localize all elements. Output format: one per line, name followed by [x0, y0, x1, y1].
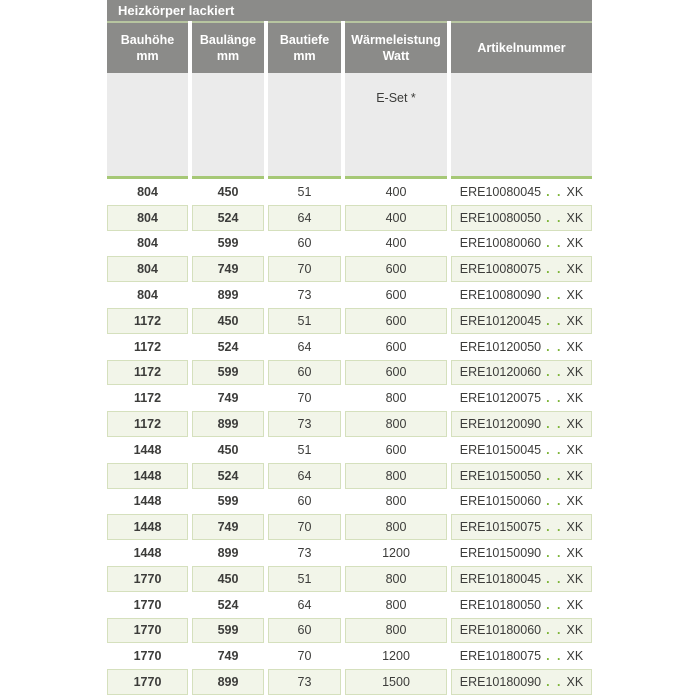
cell-artikelnummer: [451, 437, 592, 463]
artikel-code: ERE10080060: [459, 236, 542, 251]
artikel-suffix: XK: [566, 494, 584, 509]
artikel-placeholder-dots: . .: [546, 313, 563, 328]
cell-baulaenge: 749: [192, 256, 264, 282]
artikel-suffix: XK: [566, 546, 584, 561]
cell-bautiefe: 64: [297, 597, 312, 612]
table-body: [107, 179, 592, 695]
artikel-suffix: XK: [566, 313, 584, 328]
artikel-code: ERE10150075: [459, 520, 542, 535]
cell-bauhoehe: 1770: [133, 649, 162, 664]
cell-waermeleistung: 800: [345, 566, 447, 592]
artikel-suffix: XK: [566, 339, 584, 354]
cell-bauhoehe: 1770: [107, 566, 188, 592]
table-row: [107, 385, 592, 411]
cell-baulaenge: 899: [192, 669, 264, 695]
table-row: [107, 334, 592, 360]
table-row: [107, 411, 592, 437]
cell-artikelnummer: [451, 592, 592, 618]
artikel-placeholder-dots: . .: [546, 184, 563, 199]
table-row: [107, 540, 592, 566]
cell-baulaenge: 599: [192, 360, 264, 386]
cell-baulaenge: 749: [192, 514, 264, 540]
cell-artikelnummer: [451, 489, 592, 515]
cell-waermeleistung: 800: [385, 494, 407, 509]
artikel-code: ERE10180060: [459, 623, 542, 638]
cell-artikelnummer: [451, 308, 592, 334]
artikel-placeholder-dots: . .: [546, 546, 563, 561]
cell-baulaenge: 749: [217, 649, 239, 664]
cell-waermeleistung: 800: [345, 463, 447, 489]
col-header-unit: mm: [216, 49, 240, 63]
cell-waermeleistung: 800: [345, 411, 447, 437]
cell-artikelnummer: [451, 179, 592, 205]
cell-bauhoehe: 1448: [133, 494, 162, 509]
cell-bauhoehe: 1770: [107, 618, 188, 644]
col-header-artikelnummer: [451, 21, 592, 73]
col-header-baulaenge: [192, 21, 264, 73]
cell-artikelnummer: [451, 282, 592, 308]
cell-baulaenge: 524: [217, 597, 239, 612]
artikel-placeholder-dots: . .: [546, 339, 563, 354]
cell-waermeleistung: 600: [345, 308, 447, 334]
cell-baulaenge: 599: [192, 618, 264, 644]
artikel-suffix: XK: [566, 597, 584, 612]
table-header-row: [107, 21, 592, 73]
cell-bauhoehe: 1448: [133, 546, 162, 561]
artikel-suffix: XK: [566, 210, 584, 225]
subheader-cell-bautiefe: [268, 73, 341, 179]
cell-baulaenge: 599: [217, 236, 239, 251]
col-header-label: Artikelnummer: [477, 40, 566, 55]
col-header-label: Baulänge: [199, 32, 257, 47]
artikel-code: ERE10080045: [459, 184, 542, 199]
col-header-waermeleistung: [345, 21, 447, 73]
cell-bautiefe: 60: [297, 236, 312, 251]
cell-artikelnummer: [451, 643, 592, 669]
artikel-code: ERE10080090: [459, 288, 542, 303]
cell-baulaenge: 899: [192, 411, 264, 437]
artikel-suffix: XK: [566, 262, 584, 277]
cell-bauhoehe: 1172: [133, 391, 162, 406]
artikel-placeholder-dots: . .: [546, 649, 563, 664]
artikel-placeholder-dots: . .: [546, 597, 563, 612]
artikel-suffix: XK: [566, 288, 584, 303]
cell-bautiefe: 64: [268, 205, 341, 231]
cell-baulaenge: 899: [217, 288, 239, 303]
table-row: [107, 179, 592, 205]
artikel-code: ERE10150090: [459, 546, 542, 561]
artikel-placeholder-dots: . .: [546, 417, 563, 432]
table-row: [107, 514, 592, 540]
cell-bauhoehe: 1770: [133, 597, 162, 612]
cell-artikelnummer: [451, 566, 592, 592]
cell-bautiefe: 70: [297, 391, 312, 406]
cell-bautiefe: 60: [297, 494, 312, 509]
cell-waermeleistung: 400: [345, 205, 447, 231]
artikel-placeholder-dots: . .: [546, 210, 563, 225]
artikel-suffix: XK: [566, 442, 584, 457]
table-row: [107, 592, 592, 618]
artikel-suffix: XK: [566, 675, 584, 690]
artikel-code: ERE10150050: [459, 468, 542, 483]
cell-waermeleistung: 800: [385, 391, 407, 406]
cell-baulaenge: 524: [192, 463, 264, 489]
col-header-bauhoehe: [107, 21, 188, 73]
cell-artikelnummer: [451, 411, 592, 437]
cell-bauhoehe: 1448: [133, 442, 162, 457]
cell-bauhoehe: 1770: [107, 669, 188, 695]
artikel-code: ERE10180045: [459, 571, 542, 586]
subheader-cell-bauhoehe: [107, 73, 188, 179]
cell-bauhoehe: 804: [107, 256, 188, 282]
table-row: [107, 256, 592, 282]
artikel-suffix: XK: [566, 649, 584, 664]
cell-waermeleistung: 400: [385, 184, 407, 199]
cell-bautiefe: 64: [297, 339, 312, 354]
table-row: [107, 205, 592, 231]
cell-waermeleistung: 600: [385, 339, 407, 354]
artikel-suffix: XK: [566, 468, 584, 483]
col-header-unit: mm: [293, 49, 316, 63]
cell-bauhoehe: 1448: [107, 514, 188, 540]
cell-bautiefe: 60: [268, 618, 341, 644]
cell-artikelnummer: [451, 463, 592, 489]
eset-label: E-Set *: [376, 91, 416, 105]
cell-bauhoehe: 804: [137, 288, 158, 303]
artikel-placeholder-dots: . .: [546, 623, 563, 638]
cell-bautiefe: 73: [297, 288, 312, 303]
cell-bautiefe: 51: [297, 184, 312, 199]
artikel-code: ERE10180050: [459, 597, 542, 612]
col-header-unit: mm: [136, 49, 159, 63]
cell-waermeleistung: 1200: [382, 649, 410, 664]
artikel-code: ERE10120060: [459, 365, 542, 380]
cell-waermeleistung: 800: [385, 597, 407, 612]
artikel-suffix: XK: [566, 391, 584, 406]
artikel-placeholder-dots: . .: [546, 675, 563, 690]
cell-baulaenge: 450: [217, 442, 239, 457]
subheader-cell-artikelnummer: [451, 73, 592, 179]
cell-bauhoehe: 1448: [107, 463, 188, 489]
artikel-placeholder-dots: . .: [546, 236, 563, 251]
artikel-suffix: XK: [566, 365, 584, 380]
artikel-code: ERE10150060: [459, 494, 542, 509]
artikel-suffix: XK: [566, 571, 584, 586]
cell-baulaenge: 599: [217, 494, 239, 509]
cell-baulaenge: 524: [217, 339, 239, 354]
cell-waermeleistung: 600: [345, 256, 447, 282]
table-row: [107, 282, 592, 308]
cell-artikelnummer: [451, 205, 592, 231]
cell-baulaenge: 749: [217, 391, 239, 406]
table-row: [107, 566, 592, 592]
table-row: [107, 231, 592, 257]
cell-bauhoehe: 804: [107, 205, 188, 231]
table-row: [107, 643, 592, 669]
cell-bautiefe: 51: [297, 442, 312, 457]
cell-artikelnummer: [451, 231, 592, 257]
artikel-placeholder-dots: . .: [546, 571, 563, 586]
artikel-placeholder-dots: . .: [546, 442, 563, 457]
cell-artikelnummer: [451, 385, 592, 411]
artikel-placeholder-dots: . .: [546, 365, 563, 380]
cell-waermeleistung: 400: [385, 236, 407, 251]
cell-baulaenge: 524: [192, 205, 264, 231]
table-title: Heizkörper lackiert: [107, 0, 592, 21]
col-header-label: Bautiefe: [279, 32, 330, 47]
cell-bauhoehe: 804: [137, 184, 158, 199]
artikel-code: ERE10150045: [459, 442, 542, 457]
cell-artikelnummer: [451, 360, 592, 386]
artikel-placeholder-dots: . .: [546, 262, 563, 277]
table-row: [107, 669, 592, 695]
cell-waermeleistung: 600: [385, 442, 407, 457]
cell-waermeleistung: 600: [385, 288, 407, 303]
cell-bauhoehe: 1172: [107, 308, 188, 334]
cell-baulaenge: 899: [217, 546, 239, 561]
artikel-code: ERE10120090: [459, 417, 542, 432]
artikel-suffix: XK: [566, 520, 584, 535]
cell-bauhoehe: 804: [137, 236, 158, 251]
cell-artikelnummer: [451, 334, 592, 360]
cell-waermeleistung: 600: [345, 360, 447, 386]
cell-waermeleistung: 800: [345, 618, 447, 644]
table-row: [107, 618, 592, 644]
artikel-placeholder-dots: . .: [546, 288, 563, 303]
cell-artikelnummer: [451, 618, 592, 644]
cell-waermeleistung: 800: [345, 514, 447, 540]
subheader-cell-eset: [345, 73, 447, 179]
cell-bauhoehe: 1172: [107, 411, 188, 437]
cell-artikelnummer: [451, 514, 592, 540]
cell-waermeleistung: 1500: [345, 669, 447, 695]
cell-bauhoehe: 1172: [107, 360, 188, 386]
cell-bautiefe: 70: [297, 649, 312, 664]
cell-bautiefe: 70: [268, 256, 341, 282]
cell-bautiefe: 73: [297, 546, 312, 561]
cell-bautiefe: 73: [268, 411, 341, 437]
cell-bautiefe: 51: [268, 308, 341, 334]
product-spec-table: [107, 0, 592, 695]
artikel-placeholder-dots: . .: [546, 520, 563, 535]
table-row: [107, 463, 592, 489]
cell-baulaenge: 450: [217, 184, 239, 199]
col-header-bautiefe: [268, 21, 341, 73]
artikel-placeholder-dots: . .: [546, 494, 563, 509]
cell-artikelnummer: [451, 256, 592, 282]
cell-bautiefe: 73: [268, 669, 341, 695]
cell-bautiefe: 51: [268, 566, 341, 592]
artikel-suffix: XK: [566, 184, 584, 199]
artikel-code: ERE10120050: [459, 339, 542, 354]
table-row: [107, 489, 592, 515]
subheader-cell-baulaenge: [192, 73, 264, 179]
table-subheader-row: [107, 73, 592, 179]
cell-artikelnummer: [451, 540, 592, 566]
artikel-code: ERE10180090: [459, 675, 542, 690]
cell-waermeleistung: 1200: [382, 546, 410, 561]
cell-bautiefe: 70: [268, 514, 341, 540]
col-header-label: Bauhöhe: [120, 32, 175, 47]
artikel-suffix: XK: [566, 417, 584, 432]
table-row: [107, 437, 592, 463]
artikel-code: ERE10180075: [459, 649, 542, 664]
cell-bautiefe: 60: [268, 360, 341, 386]
cell-baulaenge: 450: [192, 566, 264, 592]
artikel-code: ERE10120045: [459, 313, 542, 328]
artikel-code: ERE10080050: [459, 210, 542, 225]
artikel-suffix: XK: [566, 236, 584, 251]
cell-bauhoehe: 1172: [133, 339, 162, 354]
artikel-placeholder-dots: . .: [546, 391, 563, 406]
cell-artikelnummer: [451, 669, 592, 695]
table-row: [107, 360, 592, 386]
col-header-label: Wärmeleistung: [351, 32, 441, 47]
artikel-code: ERE10120075: [459, 391, 542, 406]
cell-bautiefe: 64: [268, 463, 341, 489]
artikel-code: ERE10080075: [459, 262, 542, 277]
artikel-placeholder-dots: . .: [546, 468, 563, 483]
table-row: [107, 308, 592, 334]
col-header-unit: Watt: [382, 49, 410, 63]
artikel-suffix: XK: [566, 623, 584, 638]
cell-baulaenge: 450: [192, 308, 264, 334]
